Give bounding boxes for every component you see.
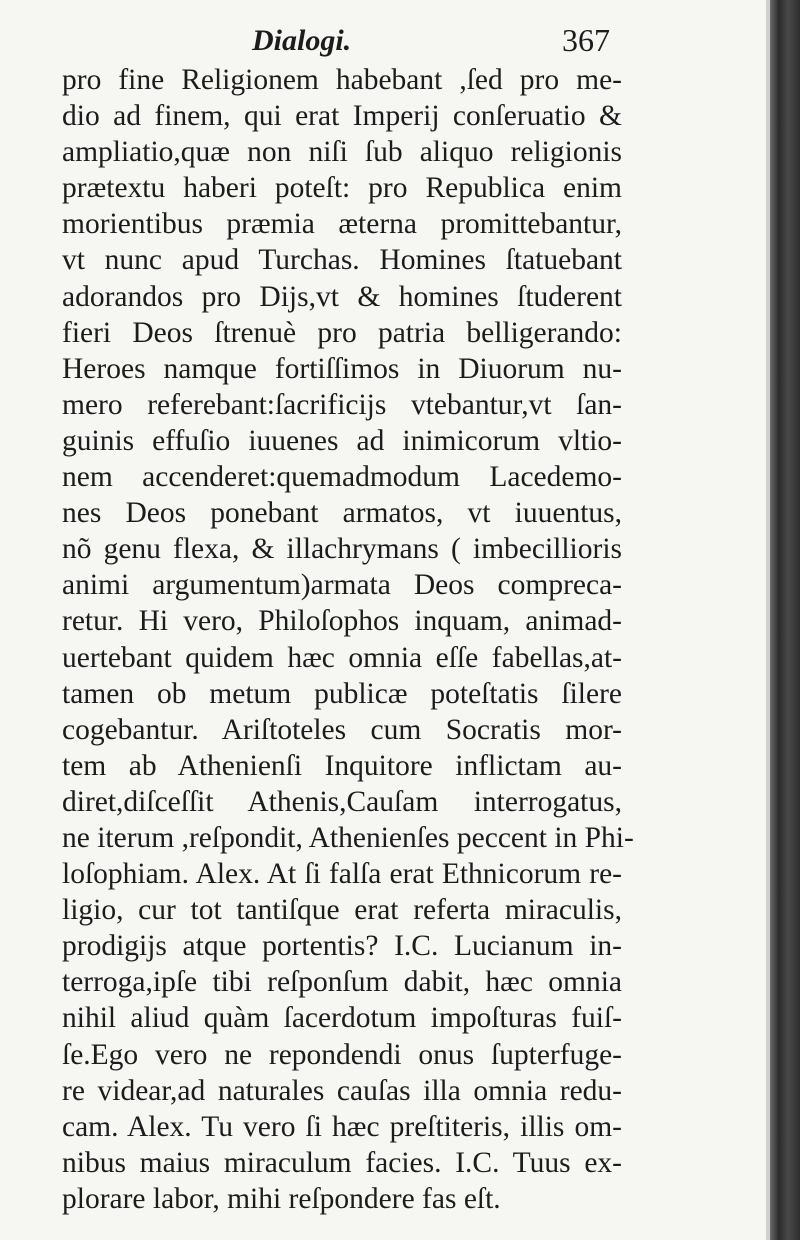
text-line: nõ genu flexa, & illachrymans ( imbecillioris [62, 533, 622, 566]
book-spine [770, 0, 800, 1240]
text-line: nihil aliud quàm ſacerdotum impoſturas fuiſ- [62, 1002, 622, 1035]
text-line: pro fine Religionem habebant ,ſed pro me- [62, 64, 622, 96]
text-line: animi argumentum)armata Deos compreca- [62, 569, 622, 602]
text-line: cam. Alex. Tu vero ſi hæc preſtiteris, illis om- [62, 1110, 622, 1143]
text-line: vt nunc apud Turchas. Homines ſtatuebant [62, 244, 622, 277]
text-line: ne iterum ,reſpondit, Athenienſes peccent in Phi- [62, 821, 634, 854]
text-line: nem accenderet:quemadmodum Lacedemo- [62, 461, 622, 494]
text-line: dio ad finem, qui erat Imperij conſeruatio & [62, 100, 622, 133]
text-line: fieri Deos ſtrenuè pro patria belligerando: [62, 316, 622, 349]
text-line: re videar,ad naturales cauſas illa omnia redu- [62, 1074, 622, 1107]
running-head-title: Dialogi. [252, 24, 352, 57]
text-line: guinis effuſio iuuenes ad inimicorum vltio- [62, 424, 622, 457]
page-number: 367 [562, 22, 610, 58]
text-line: prodigijs atque portentis? I.C. Lucianum in- [62, 930, 622, 963]
running-head [60, 22, 610, 62]
text-line: plorare labor, mihi reſpondere fas eſt. [62, 1182, 501, 1215]
text-line: nes Deos ponebant armatos, vt iuuentus, [62, 497, 622, 530]
text-line: ligio, cur tot tantiſque erat referta miraculis, [62, 894, 622, 927]
text-line: uertebant quidem hæc omnia eſſe fabellas,at- [62, 641, 622, 674]
text-line: ſe.Ego vero ne repondendi onus ſupterfuge- [62, 1038, 622, 1071]
text-line: adorandos pro Dijs,vt & homines ſtuderent [62, 280, 622, 313]
text-line: terroga,ipſe tibi reſponſum dabit, hæc omnia [62, 966, 622, 999]
text-line: tem ab Athenienſi Inquitore inflictam au- [62, 749, 622, 782]
text-line: diret,diſceſſit Athenis,Cauſam interrogatus, [62, 785, 622, 818]
text-line: tamen ob metum publicæ poteſtatis ſilere [62, 677, 622, 710]
text-line: nibus maius miraculum facies. I.C. Tuus ex- [62, 1146, 622, 1179]
text-line: loſophiam. Alex. At ſi falſa erat Ethnicorum re- [62, 858, 622, 891]
text-line: retur. Hi vero, Philoſophos inquam, animad- [62, 605, 622, 638]
text-line: cogebantur. Ariſtoteles cum Socratis mor- [62, 713, 622, 746]
text-line: mero referebant:ſacrificijs vtebantur,vt ſan- [62, 388, 622, 421]
text-line: Heroes namque fortiſſimos in Diuorum nu- [62, 352, 622, 385]
body-text [62, 62, 634, 1217]
text-line: prætextu haberi poteſt: pro Republica enim [62, 172, 622, 205]
text-line: ampliatio,quæ non niſi ſub aliquo religionis [62, 136, 622, 169]
text-line: morientibus præmia æterna promittebantur, [62, 208, 622, 241]
